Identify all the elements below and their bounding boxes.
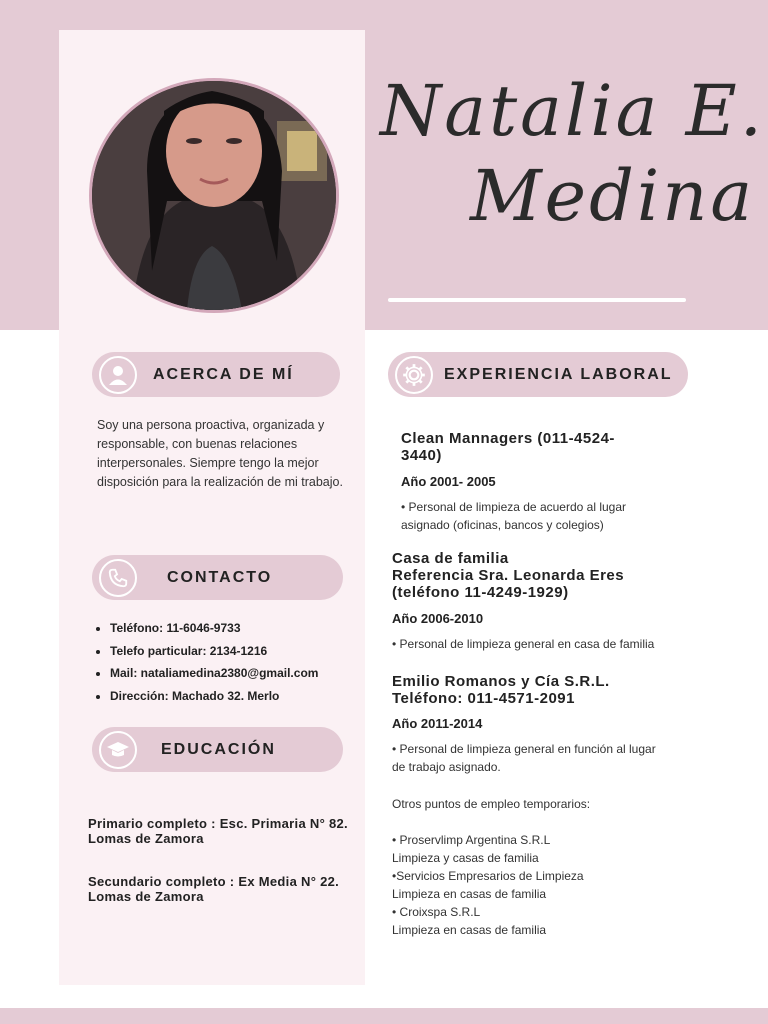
phone-icon xyxy=(99,559,137,597)
job-3-years: Año 2011-2014 xyxy=(392,716,483,731)
education-secondary: Secundario completo : Ex Media N° 22. Lomas de Zamora xyxy=(88,874,340,904)
graduation-cap-icon xyxy=(99,731,137,769)
education-heading: EDUCACIÓN xyxy=(161,741,276,758)
education-heading-pill xyxy=(92,727,343,772)
other-employment-line: • Proservlimp Argentina S.R.L xyxy=(392,833,551,847)
footer-band xyxy=(0,1008,768,1024)
job-1-title-line: 3440) xyxy=(401,447,442,464)
gear-icon xyxy=(395,356,433,394)
name-last: Medina xyxy=(470,155,756,237)
contact-heading-pill xyxy=(92,555,343,600)
job-3-desc-line: • Personal de limpieza general en función al lugar xyxy=(392,742,656,756)
contact-heading: CONTACTO xyxy=(167,569,273,586)
job-3-title-line: Emilio Romanos y Cía S.R.L. xyxy=(392,673,610,690)
other-employment-line: Limpieza en casas de familia xyxy=(392,923,547,937)
other-employment-line: •Servicios Empresarios de Limpieza xyxy=(392,869,584,883)
about-heading-pill xyxy=(92,352,340,397)
contact-email: • Mail: nataliamedina2380@gmail.com xyxy=(110,662,318,685)
contact-list xyxy=(93,617,318,707)
other-employment-spacer xyxy=(392,813,590,831)
job-1-description xyxy=(401,498,626,534)
job-1-desc-line: asignado (oficinas, bancos y colegios) xyxy=(401,518,604,532)
contact-phone: • Teléfono: 11-6046-9733 xyxy=(110,617,318,640)
job-2-desc-line: • Personal de limpieza general en casa de familia xyxy=(392,637,655,651)
job-1-title xyxy=(401,430,615,464)
job-3-title xyxy=(392,673,610,707)
candidate-name xyxy=(380,70,765,260)
job-3-title-line: Teléfono: 011-4571-2091 xyxy=(392,690,575,707)
other-employment xyxy=(392,795,590,939)
user-icon xyxy=(99,356,137,394)
job-2-years: Año 2006-2010 xyxy=(392,611,484,626)
job-3-desc-line: de trabajo asignado. xyxy=(392,760,501,774)
job-2-title-line: Referencia Sra. Leonarda Eres xyxy=(392,567,625,584)
job-1-title-line: Clean Mannagers (011-4524- xyxy=(401,430,615,447)
job-2-title-line: (teléfono 11-4249-1929) xyxy=(392,584,569,601)
education-primary: Primario completo : Esc. Primaria N° 82. Lomas de Zamora xyxy=(88,816,348,846)
portrait-photo xyxy=(89,78,339,313)
other-employment-line: Limpieza en casas de familia xyxy=(392,887,547,901)
job-2-title xyxy=(392,550,624,601)
name-underline xyxy=(388,298,686,302)
name-first: Natalia E. xyxy=(380,70,765,152)
contact-address: • Dirección: Machado 32. Merlo xyxy=(110,685,318,708)
experience-heading: EXPERIENCIA LABORAL xyxy=(444,366,673,383)
job-2-title-line: Casa de familia xyxy=(392,550,509,567)
experience-heading-pill xyxy=(388,352,688,397)
job-3-description xyxy=(392,740,656,776)
about-text: Soy una persona proactiva, organizada y responsable, con buenas relaciones interpersonales. Siempre tengo la mejor disposición para la realización de mi trabajo. xyxy=(97,418,343,489)
other-employment-intro: Otros puntos de empleo temporarios: xyxy=(392,797,591,811)
contact-home-phone: • Telefo particular: 2134-1216 xyxy=(110,640,318,663)
job-1-years: Año 2001- 2005 xyxy=(401,474,496,489)
job-1-desc-line: • Personal de limpieza de acuerdo al lugar xyxy=(401,500,626,514)
other-employment-line: Limpieza y casas de familia xyxy=(392,851,539,865)
other-employment-line: • Croixspa S.R.L xyxy=(392,905,481,919)
job-2-description xyxy=(392,635,654,653)
about-heading: ACERCA DE MÍ xyxy=(153,366,294,383)
